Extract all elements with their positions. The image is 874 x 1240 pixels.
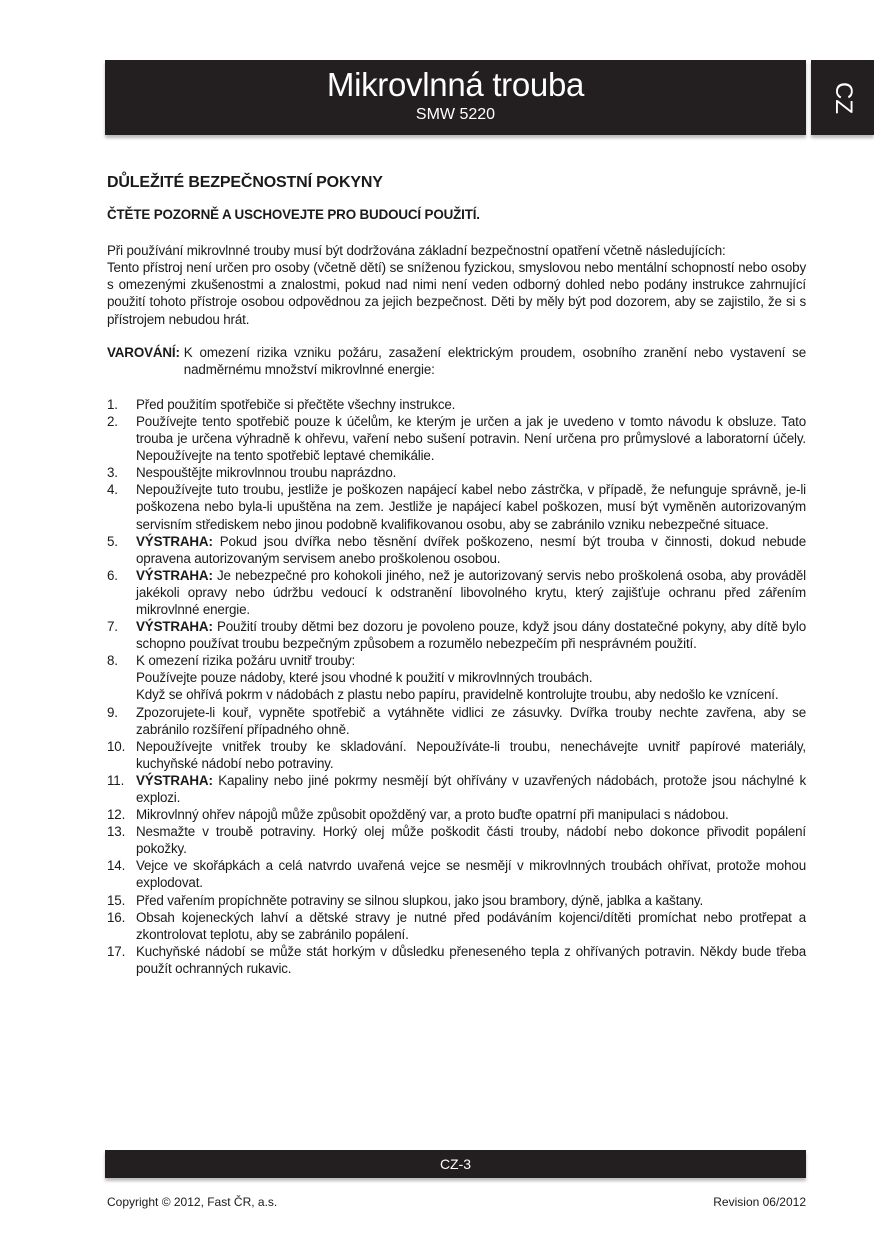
item-warning-label: VÝSTRAHA: [136, 772, 213, 788]
language-tab [811, 60, 874, 135]
warning-block [107, 344, 806, 378]
item-text [136, 806, 806, 823]
list-item [107, 806, 806, 823]
item-body: Pokud jsou dvířka nebo těsnění dvířek poškozeno, nesmí být trouba v činnosti, dokud nebude opravena autorizovaným servisem anebo proškolenou osobou. [136, 533, 806, 566]
intro-paragraph: Tento přístroj není určen pro osoby (včetně dětí) se sníženou fyzickou, smyslovou nebo mentální schopností nebo osoby s omezenými zkušenostmi a znalostmi, pokud nad nimi není veden odborný dohled nebo podány instrukce zahrnující použití tohoto přístroje osobou odpovědnou za jejich bezpečnost. Děti by měly být pod dozorem, aby se zajistilo, že si s přístrojem nebudou hrát. [107, 260, 806, 327]
item-number: 14. [107, 858, 126, 874]
item-body: Obsah kojeneckých lahví a dětské stravy je nutné před podáváním kojenci/dítěti promíchat nebo protřepat a zkontrolovat teplotu, aby se zabránilo popálení. [136, 909, 806, 942]
item-warning-label: VÝSTRAHA: [136, 533, 213, 549]
item-text [136, 738, 806, 772]
item-body: Mikrovlnný ohřev nápojů může způsobit opožděný var, a proto buďte opatrní při manipulaci s nádobou. [136, 807, 729, 823]
item-number: 5. [107, 533, 118, 549]
section-heading: DŮLEŽITÉ BEZPEČNOSTNÍ POKYNY [107, 174, 383, 191]
item-subline: Když se ohřívá pokrm v nádobách z plastu nebo papíru, pravidelně kontrolujte troubu, aby nedošlo ke vznícení. [136, 687, 779, 703]
model-number: SMW 5220 [415, 106, 496, 123]
item-number: 8. [107, 653, 118, 669]
item-warning-label: VÝSTRAHA: [136, 567, 213, 583]
page-number-bar [105, 1150, 806, 1178]
list-item [107, 704, 806, 738]
list-item [107, 892, 806, 909]
item-number: 3. [107, 465, 118, 481]
list-item [107, 738, 806, 772]
item-body: Je nebezpečné pro kohokoli jiného, než je autorizovaný servis nebo proškolená osoba, aby prováděl jakékoli opravy nebo údržbu vedoucí k odstranění libovolného krytu, který zajišťuje ochranu před zářením mikrovlnné energie. [136, 567, 806, 617]
item-body: Před vařením propíchněte potraviny se silnou slupkou, jako jsou brambory, dýně, jablka a kaštany. [136, 892, 704, 908]
document-body [107, 174, 806, 977]
item-number: 9. [107, 704, 118, 720]
item-text [136, 567, 806, 618]
item-text [136, 618, 806, 652]
intro-paragraph: Při používání mikrovlnné trouby musí být dodržována základní bezpečnostní opatření včetně následujících: [107, 243, 726, 259]
item-body: Zpozorujete-li kouř, vypněte spotřebič a vytáhněte vidlici ze zásuvky. Dvířka trouby nechte zavřena, aby se zabránilo rozšíření případného ohně. [136, 704, 806, 737]
item-number: 7. [107, 619, 118, 635]
list-item [107, 413, 806, 464]
list-item [107, 823, 806, 857]
item-text [136, 909, 806, 943]
item-text [136, 772, 806, 806]
item-text [136, 464, 806, 481]
list-item [107, 772, 806, 806]
item-text [136, 857, 806, 891]
item-text [136, 652, 806, 703]
warning-label: VAROVÁNÍ: [107, 344, 180, 360]
copyright: Copyright © 2012, Fast ČR, a.s. [107, 1195, 278, 1209]
item-body: Kuchyňské nádobí se může stát horkým v důsledku přeneseného tepla z ohřívaných potravin. Někdy bude třeba použít ochranných rukavic. [136, 943, 806, 976]
warning-text: K omezení rizika vzniku požáru, zasažení elektrickým proudem, osobního zranění nebo vystavení se nadměrnému množství mikrovlnné energie: [183, 344, 806, 377]
item-text [136, 892, 806, 909]
list-item [107, 533, 806, 567]
list-item [107, 464, 806, 481]
list-item [107, 909, 806, 943]
item-text [136, 823, 806, 857]
item-number: 17. [107, 943, 126, 959]
item-body: Nesmažte v troubě potraviny. Horký olej může poškodit části trouby, nádobí nebo dokonce přivodit popálení pokožky. [136, 824, 806, 857]
revision: Revision 06/2012 [713, 1195, 806, 1209]
item-number: 12. [107, 807, 126, 823]
list-item [107, 618, 806, 652]
item-number: 1. [107, 396, 118, 412]
item-number: 10. [107, 738, 126, 754]
item-body: Nepoužívejte tuto troubu, jestliže je poškozen napájecí kabel nebo zástrčka, v případě, že nefunguje správně, je-li poškozena nebo byla-li upuštěna na zem. Jestliže je napájecí kabel poškozen, musí být vyměněn autorizovaným servisním střediskem nebo jinou podobně kvalifikovanou osobu, aby se zabránilo vzniku nebezpečné situace. [136, 482, 806, 532]
item-body: Nepoužívejte vnitřek trouby ke skladování. Nepoužíváte-li troubu, nenechávejte uvnitř papírové materiály, kuchyňské nádobí nebo potraviny. [136, 738, 806, 771]
safety-instructions-list [107, 396, 806, 977]
item-text [136, 943, 806, 977]
item-body: K omezení rizika požáru uvnitř trouby: [136, 653, 356, 669]
section-subheading: ČTĚTE POZORNĚ A USCHOVEJTE PRO BUDOUCÍ POUŽITÍ. [107, 207, 480, 223]
item-text [136, 396, 806, 413]
item-text [136, 533, 806, 567]
item-text [136, 704, 806, 738]
list-item [107, 652, 806, 703]
list-item [107, 481, 806, 532]
item-body: Použití trouby dětmi bez dozoru je povoleno pouze, když jsou dány dostatečné pokyny, aby dítě bylo schopno používat troubu bezpečným způsobem a rozumělo nebezpečím při nesprávném použití. [136, 619, 806, 652]
title-banner [105, 60, 806, 135]
list-item [107, 857, 806, 891]
item-body: Nespouštějte mikrovlnnou troubu naprázdno. [136, 465, 397, 481]
item-body: Kapaliny nebo jiné pokrmy nesmějí být ohřívány v uzavřených nádobách, protože jsou náchylné k explozi. [136, 772, 806, 805]
item-text [136, 481, 806, 532]
item-number: 16. [107, 909, 126, 925]
item-number: 15. [107, 892, 126, 908]
item-body: Před použitím spotřebiče si přečtěte všechny instrukce. [136, 396, 456, 412]
item-body: Vejce ve skořápkách a celá natvrdo uvařená vejce se nesmějí v mikrovlnných troubách ohřívat, protože mohou explodovat. [136, 858, 806, 891]
item-warning-label: VÝSTRAHA: [136, 619, 213, 635]
item-number: 2. [107, 413, 118, 429]
item-number: 6. [107, 567, 118, 583]
list-item [107, 943, 806, 977]
item-body: Používejte tento spotřebič pouze k účelům, ke kterým je určen a jak je uvedeno v tomto návodu k obsluze. Tato trouba je určena výhradně k ohřevu, vaření nebo sušení potravin. Není určena pro průmyslové a laboratorní účely. Nepoužívejte na tento spotřebič leptavé chemikálie. [136, 413, 806, 464]
item-number: 11. [107, 772, 125, 788]
list-item [107, 396, 806, 413]
list-item [107, 567, 806, 618]
item-subline: Používejte pouze nádoby, které jsou vhodné k použití v mikrovlnných troubách. [136, 670, 593, 686]
document-title: Mikrovlnná trouba [326, 66, 585, 103]
item-number: 4. [107, 482, 118, 498]
language-label: CZ [829, 81, 857, 114]
item-text [136, 413, 806, 464]
page-number: CZ-3 [439, 1156, 472, 1172]
item-number: 13. [107, 824, 126, 840]
